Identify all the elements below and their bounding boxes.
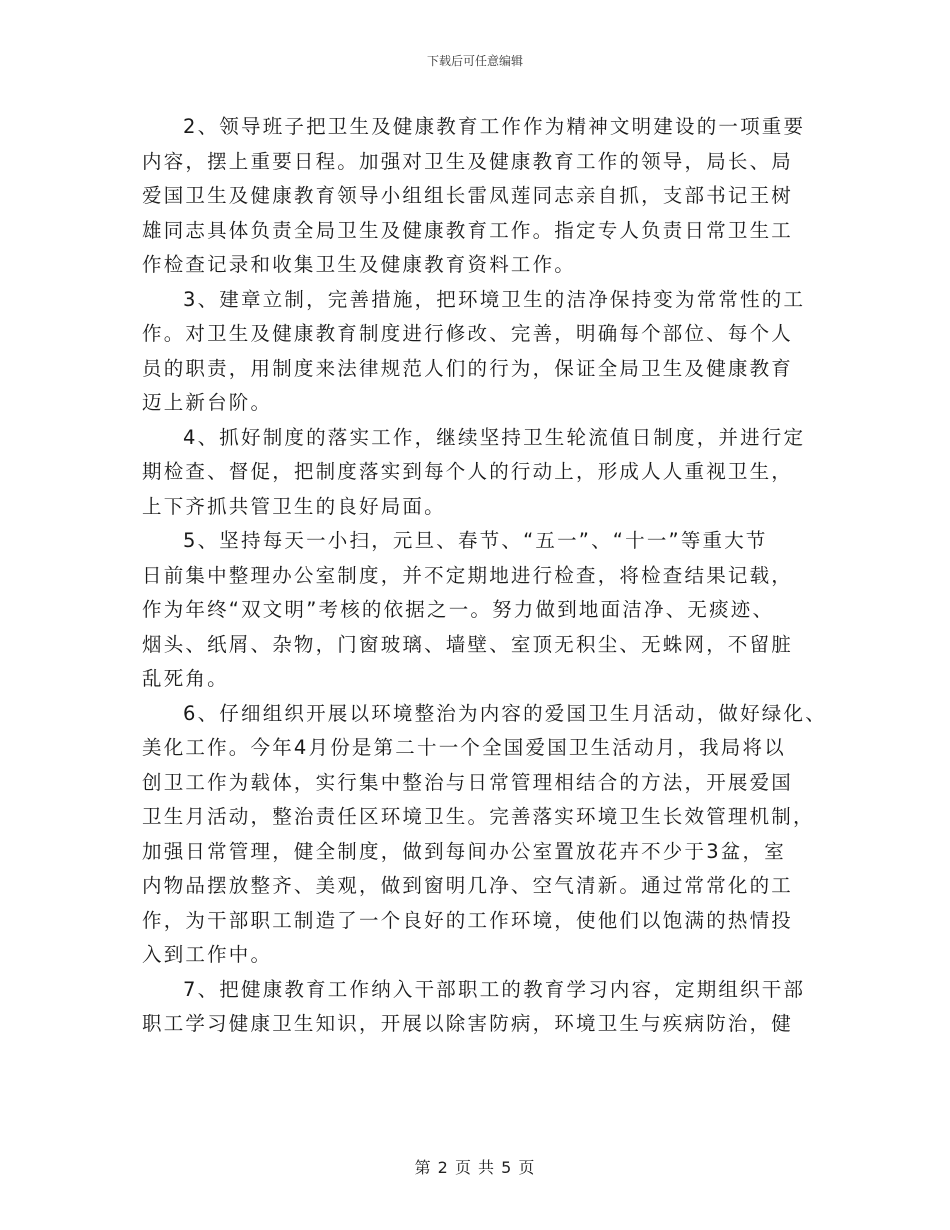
document-body bbox=[142, 110, 832, 1042]
paragraph-line: 2、领导班子把卫生及健康教育工作作为精神文明建设的一项重要 bbox=[183, 115, 806, 138]
paragraph-line: 迈上新台阶。 bbox=[142, 391, 273, 414]
page-number-footer: 第 2 页 共 5 页 bbox=[414, 1158, 536, 1177]
paragraph-line: 卫生月活动，整治责任区环境卫生。完善落实环境卫生长效管理机制， bbox=[142, 805, 815, 828]
paragraph-line: 加强日常管理，健全制度，做到每间办公室置放花卉不少于3盆，室 bbox=[142, 839, 786, 863]
paragraph-line: 爱国卫生及健康教育领导小组组长雷凤莲同志亲自抓，支部书记王树 bbox=[142, 184, 794, 207]
paragraph-line: 5、坚持每天一小扫，元旦、春节、“五一”、“十一”等重大节 bbox=[183, 529, 768, 552]
header-note: 下载后可任意编辑 bbox=[426, 54, 523, 68]
paragraph-line: 7、把健康教育工作纳入干部职工的教育学习内容，定期组织干部 bbox=[183, 977, 806, 1001]
paragraph-line: 内物品摆放整齐、美观，做到窗明几净、空气清新。通过常常化的工 bbox=[142, 874, 794, 897]
paragraph-line: 4、抓好制度的落实工作，继续坚持卫生轮流值日制度，并进行定 bbox=[183, 425, 806, 449]
paragraph-line: 上下齐抓共管卫生的良好局面。 bbox=[142, 494, 446, 518]
paragraph-line: 6、仔细组织开展以环境整治为内容的爱国卫生月活动，做好绿化、 bbox=[183, 701, 827, 725]
paragraph-line: 3、建章立制，完善措施，把环境卫生的洁净保持变为常常性的工 bbox=[183, 287, 806, 311]
paragraph-line: 员的职责，用制度来法律规范人们的行为，保证全局卫生及健康教育 bbox=[142, 356, 794, 380]
paragraph-line: 职工学习健康卫生知识，开展以除害防病，环境卫生与疾病防治，健 bbox=[142, 1012, 794, 1035]
paragraph-line: 乱死角。 bbox=[142, 667, 229, 690]
paragraph-line: 美化工作。今年4月份是第二十一个全国爱国卫生活动月，我局将以 bbox=[142, 736, 786, 759]
paragraph-line: 烟头、纸屑、杂物，门窗玻璃、墙壁、室顶无积尘、无蛛网，不留脏 bbox=[142, 632, 794, 656]
paragraph-line: 创卫工作为载体，实行集中整治与日常管理相结合的方法，开展爱国 bbox=[142, 770, 794, 794]
paragraph-line: 内容，摆上重要日程。加强对卫生及健康教育工作的领导，局长、局 bbox=[142, 149, 794, 173]
paragraph-line: 作。对卫生及健康教育制度进行修改、完善，明确每个部位、每个人 bbox=[142, 322, 794, 345]
paragraph-line: 日前集中整理办公室制度，并不定期地进行检查，将检查结果记载， bbox=[142, 563, 794, 587]
paragraph-line: 作，为干部职工制造了一个良好的工作环境，使他们以饱满的热情投 bbox=[142, 908, 794, 932]
paragraph-line: 作为年终“双文明”考核的依据之一。努力做到地面洁净、无痰迹、 bbox=[142, 598, 775, 621]
paragraph-line: 入到工作中。 bbox=[142, 943, 273, 966]
paragraph-line: 雄同志具体负责全局卫生及健康教育工作。指定专人负责日常卫生工 bbox=[142, 218, 794, 242]
paragraph-line: 期检查、督促，把制度落实到每个人的行动上，形成人人重视卫生， bbox=[142, 460, 794, 483]
paragraph-line: 作检查记录和收集卫生及健康教育资料工作。 bbox=[142, 253, 577, 276]
